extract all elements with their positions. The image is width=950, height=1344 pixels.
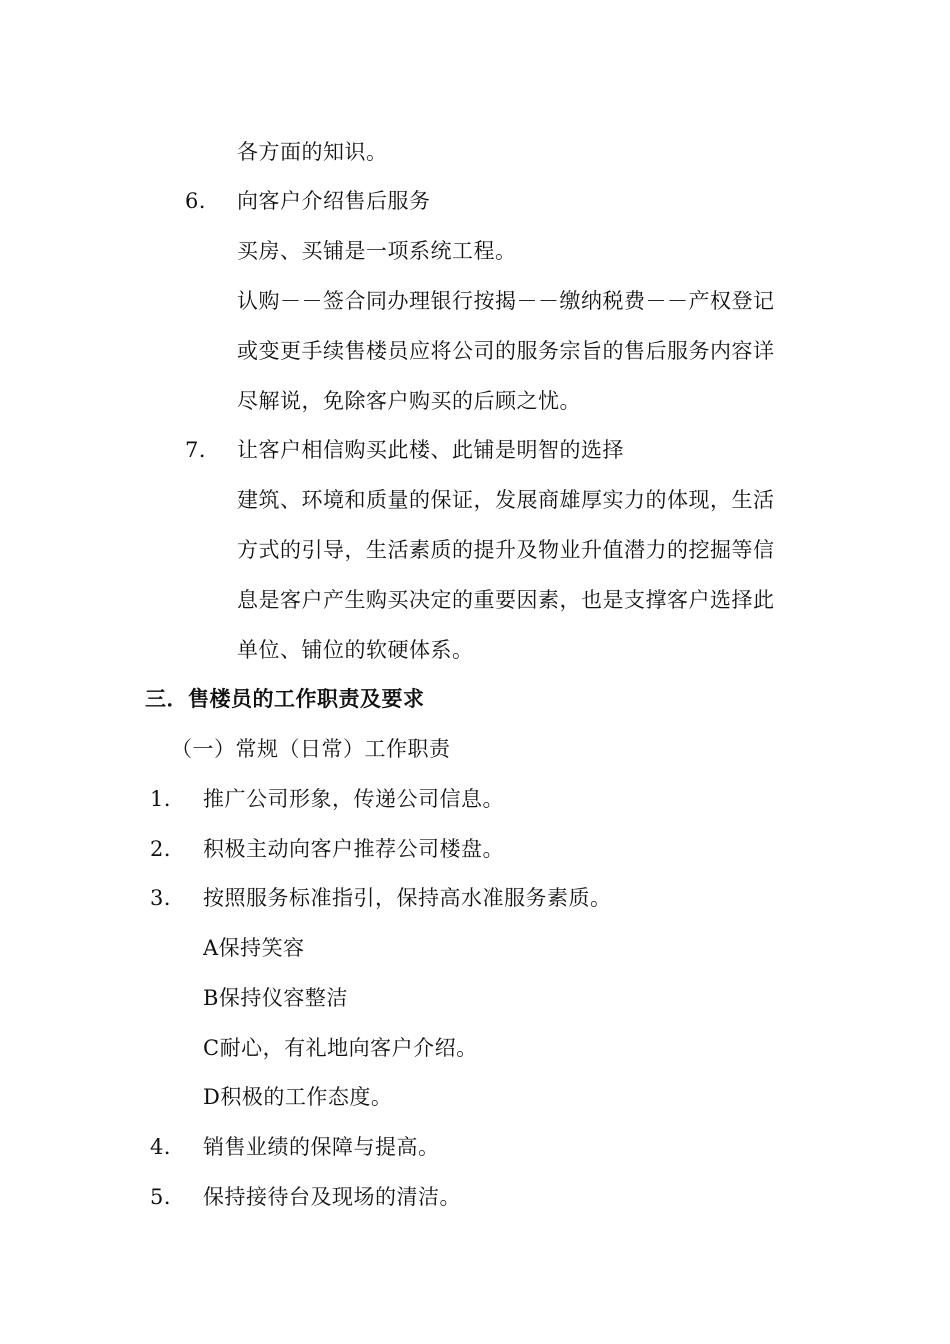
sub-item: A保持笑容 — [203, 936, 305, 960]
continuation-text: 各方面的知识。 — [237, 140, 388, 164]
sub-item: D积极的工作态度。 — [203, 1085, 393, 1109]
paragraph-line: 尽解说，免除客户购买的后顾之忧。 — [237, 389, 581, 413]
item-number-7: 7． — [185, 438, 221, 462]
list-item-number: 3． — [150, 886, 186, 910]
paragraph-line: 买房、买铺是一项系统工程。 — [237, 239, 517, 263]
list-item-number: 1． — [150, 787, 186, 811]
list-item-text: 销售业绩的保障与提高。 — [203, 1135, 440, 1159]
paragraph-line: 或变更手续售楼员应将公司的服务宗旨的售后服务内容详 — [237, 339, 775, 363]
item-heading-6: 向客户介绍售后服务 — [237, 189, 431, 213]
list-item-text: 保持接待台及现场的清洁。 — [203, 1185, 461, 1209]
paragraph-line: 建筑、环境和质量的保证，发展商雄厚实力的体现，生活 — [237, 488, 775, 512]
item-heading-7: 让客户相信购买此楼、此铺是明智的选择 — [237, 438, 624, 462]
paragraph-line: 方式的引导，生活素质的提升及物业升值潜力的挖掘等信 — [237, 538, 775, 562]
list-item-number: 2． — [150, 837, 186, 861]
paragraph-line: 认购－－签合同办理银行按揭－－缴纳税费－－产权登记 — [237, 289, 775, 313]
sub-item: B保持仪容整洁 — [203, 986, 348, 1010]
paragraph-line: 息是客户产生购买决定的重要因素，也是支撑客户选择此 — [237, 588, 775, 612]
list-item-text: 按照服务标准指引，保持高水准服务素质。 — [203, 886, 612, 910]
list-item-number: 4． — [150, 1135, 186, 1159]
subsection-title: （一）常规（日常）工作职责 — [171, 737, 451, 761]
item-number-6: 6． — [185, 189, 221, 213]
sub-item: C耐心，有礼地向客户介绍。 — [203, 1036, 478, 1060]
list-item-text: 积极主动向客户推荐公司楼盘。 — [203, 837, 504, 861]
chapter-title: 三．售楼员的工作职责及要求 — [145, 686, 425, 711]
list-item-text: 推广公司形象，传递公司信息。 — [203, 787, 504, 811]
paragraph-line: 单位、铺位的软硬体系。 — [237, 638, 474, 662]
list-item-number: 5． — [150, 1185, 186, 1209]
